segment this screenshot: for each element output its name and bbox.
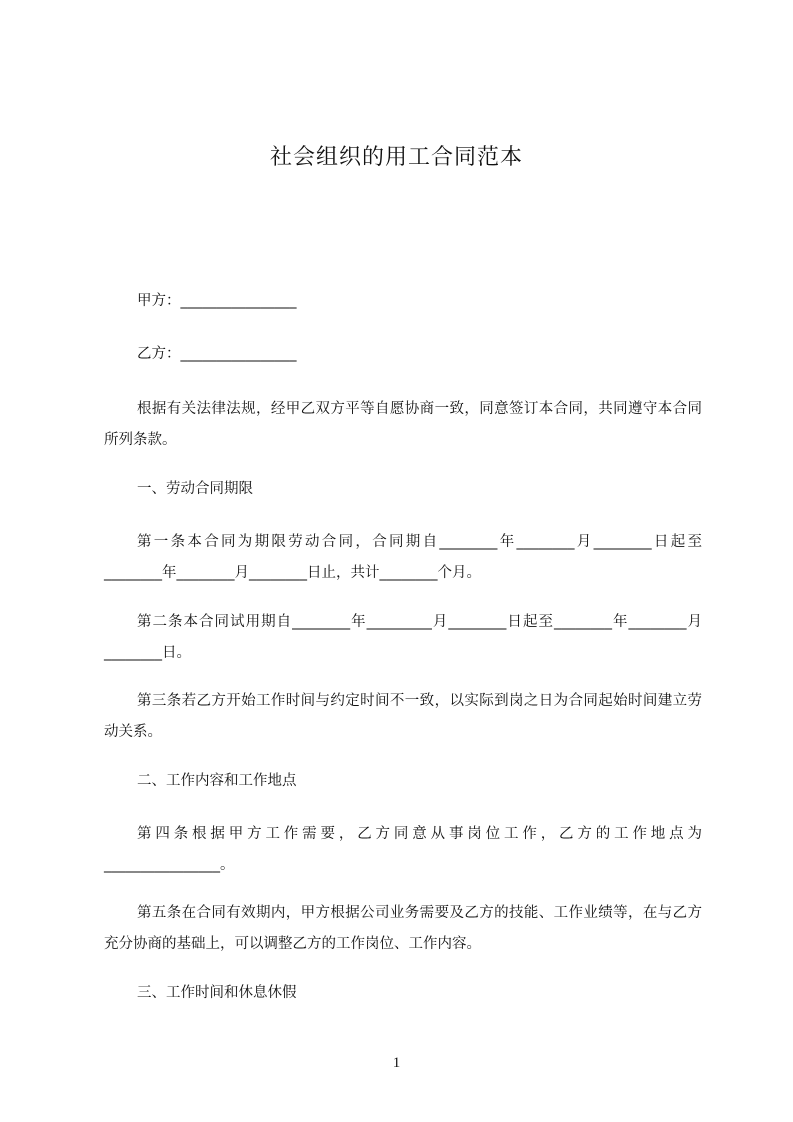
party-b-line: 乙方：________________ xyxy=(137,346,297,362)
section-heading-1: 一、劳动合同期限 xyxy=(137,481,253,497)
party-a-line: 甲方：________________ xyxy=(137,293,297,309)
intro-paragraph: 根据有关法律法规，经甲乙双方平等自愿协商一致，同意签订本合同，共同遵守本合同所列条款。 xyxy=(104,401,702,448)
section-heading-3: 三、工作时间和休息休假 xyxy=(137,985,297,1001)
article-1: 第一条本合同为期限劳动合同，合同期自________年________月________日起至________年________月________日止，共计________个月。 xyxy=(104,534,702,581)
document-title: 社会组织的用工合同范本 xyxy=(269,145,523,170)
section-heading-2: 二、工作内容和工作地点 xyxy=(137,773,297,789)
article-4: 第四条根据甲方工作需要，乙方同意从事岗位工作，乙方的工作地点为________________。 xyxy=(104,826,702,873)
page-number: 1 xyxy=(392,1055,401,1071)
article-5: 第五条在合同有效期内，甲方根据公司业务需要及乙方的技能、工作业绩等，在与乙方充分协商的基础上，可以调整乙方的工作岗位、工作内容。 xyxy=(104,905,702,952)
article-2: 第二条本合同试用期自________年_________月________日起至________年________月________日。 xyxy=(104,614,702,661)
article-3: 第三条若乙方开始工作时间与约定时间不一致，以实际到岗之日为合同起始时间建立劳动关系。 xyxy=(104,693,702,740)
